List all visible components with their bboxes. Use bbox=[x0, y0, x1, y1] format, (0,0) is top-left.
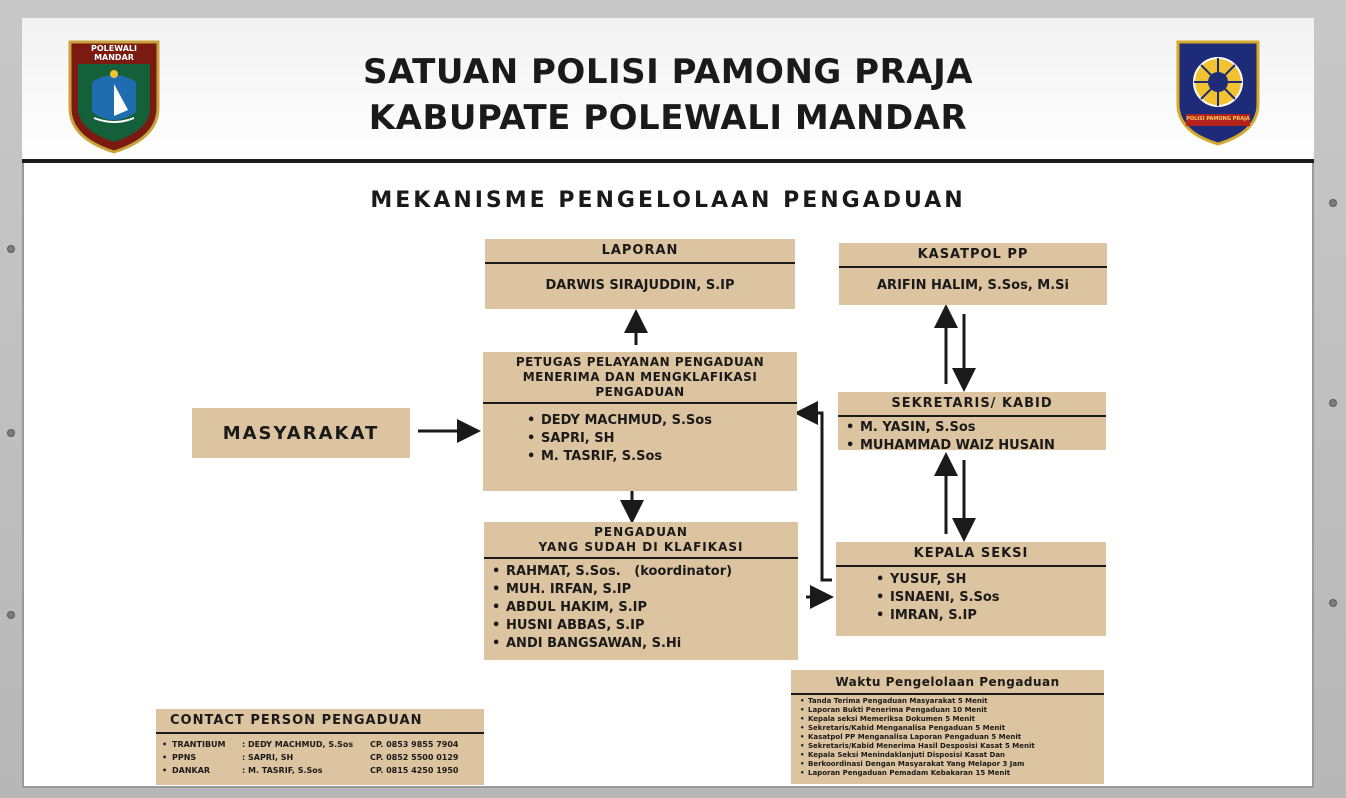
list-item: • M. YASIN, S.Sos bbox=[842, 419, 1106, 437]
contact-name: : SAPRI, SH bbox=[242, 753, 294, 762]
box-petugas bbox=[483, 352, 797, 491]
box-sekretaris-list bbox=[838, 417, 1106, 455]
list-item: • Tanda Terima Pengaduan Masyarakat 5 Menit bbox=[799, 697, 1104, 706]
box-laporan bbox=[485, 239, 795, 309]
list-item: • Kepala seksi Memeriksa Dokumen 5 Menit bbox=[799, 715, 1104, 724]
box-laporan-body: DARWIS SIRAJUDDIN, S.IP bbox=[545, 278, 735, 293]
contact-role: PPNS bbox=[172, 753, 197, 762]
bullet-dot: • bbox=[162, 766, 168, 775]
box-waktu-pengelolaan bbox=[791, 670, 1104, 784]
list-item: • M. TASRIF, S.Sos bbox=[523, 448, 797, 466]
screw bbox=[8, 612, 14, 618]
contact-phone: CP. 0815 4250 1950 bbox=[370, 766, 459, 775]
list-item: • MUHAMMAD WAIZ HUSAIN bbox=[842, 437, 1106, 455]
box-sekretaris bbox=[838, 392, 1106, 453]
box-petugas-title-line3: PENGADUAN bbox=[595, 385, 685, 399]
contact-role: DANKAR bbox=[172, 766, 211, 775]
header-divider bbox=[22, 159, 1314, 163]
box-waktu-title: Waktu Pengelolaan Pengaduan bbox=[791, 670, 1104, 695]
list-item: • Sekretaris/Kabid Menganalisa Pengaduan 5 Menit bbox=[799, 724, 1104, 733]
box-klasifikasi-list bbox=[484, 559, 798, 653]
list-item: • ANDI BANGSAWAN, S.Hi bbox=[488, 635, 798, 653]
screw bbox=[8, 430, 14, 436]
box-masyarakat bbox=[192, 408, 410, 458]
box-klasifikasi-title-line1: PENGADUAN bbox=[594, 525, 688, 539]
list-item: • Kasatpol PP Menganalisa Laporan Pengaduan 5 Menit bbox=[799, 733, 1104, 742]
main-title-line2: KABUPATE POLEWALI MANDAR bbox=[368, 98, 968, 138]
list-item: • IMRAN, S.IP bbox=[872, 607, 1106, 625]
list-item: • ISNAENI, S.Sos bbox=[872, 589, 1106, 607]
bullet-dot: • bbox=[162, 740, 168, 749]
list-item: • MUH. IRFAN, S.IP bbox=[488, 581, 798, 599]
box-petugas-list bbox=[483, 404, 797, 466]
contact-name: : M. TASRIF, S.Sos bbox=[242, 766, 323, 775]
screw bbox=[8, 246, 14, 252]
box-kasatpol-title: KASATPOL PP bbox=[839, 243, 1107, 268]
list-item: • HUSNI ABBAS, S.IP bbox=[488, 617, 798, 635]
screw bbox=[1330, 600, 1336, 606]
diagram-title: MEKANISME PENGELOLAAN PENGADUAN bbox=[370, 188, 966, 213]
box-contact-person bbox=[156, 709, 484, 785]
contact-row bbox=[156, 751, 484, 764]
box-sekretaris-title: SEKRETARIS/ KABID bbox=[838, 392, 1106, 417]
list-item: • Kepala Seksi Menindaklanjuti Disposisi Kasat Dan bbox=[799, 751, 1104, 760]
box-kepala-title: KEPALA SEKSI bbox=[836, 542, 1106, 567]
box-kepala-list bbox=[836, 567, 1106, 625]
list-item: • DEDY MACHMUD, S.Sos bbox=[523, 412, 797, 430]
box-kasatpol bbox=[839, 243, 1107, 305]
poster-header bbox=[22, 18, 1314, 160]
screw bbox=[1330, 400, 1336, 406]
list-item: • Laporan Bukti Penerima Pengaduan 10 Menit bbox=[799, 706, 1104, 715]
box-petugas-title-line1: PETUGAS PELAYANAN PENGADUAN bbox=[515, 355, 765, 369]
bullet-dot: • bbox=[162, 753, 168, 762]
list-item: • ABDUL HAKIM, S.IP bbox=[488, 599, 798, 617]
list-item: • YUSUF, SH bbox=[872, 571, 1106, 589]
arrow-kepala-to-petugas bbox=[806, 413, 832, 580]
box-contact-title: CONTACT PERSON PENGADUAN bbox=[156, 709, 484, 734]
emblem-label: POLEWALI MANDAR bbox=[91, 44, 137, 62]
contact-phone: CP. 0852 5500 0129 bbox=[370, 753, 459, 762]
box-klasifikasi-title-line2: YANG SUDAH DI KLAFIKASI bbox=[538, 540, 744, 554]
box-klasifikasi-title bbox=[484, 522, 798, 559]
box-petugas-title bbox=[483, 352, 797, 404]
box-petugas-title-line2: MENERIMA DAN MENGKLAFIKASI bbox=[522, 370, 758, 384]
contact-name: : DEDY MACHMUD, S.Sos bbox=[242, 740, 354, 749]
list-item: • SAPRI, SH bbox=[523, 430, 797, 448]
list-item: • Sekretaris/Kabid Menerima Hasil Desposisi Kasat 5 Menit bbox=[799, 742, 1104, 751]
list-item: • Laporan Pengaduan Pemadam Kebakaran 15 Menit bbox=[799, 769, 1104, 778]
satpol-pp-emblem bbox=[1174, 36, 1262, 146]
list-item: • Berkoordinasi Dengan Masyarakat Yang Melapor 3 Jam bbox=[799, 760, 1104, 769]
box-waktu-list bbox=[791, 695, 1104, 778]
emblem-label: POLISI PAMONG PRAJA bbox=[1186, 116, 1250, 122]
main-title-line1: SATUAN POLISI PAMONG PRAJA bbox=[362, 52, 974, 92]
box-laporan-title: LAPORAN bbox=[485, 239, 795, 264]
box-masyarakat-label: MASYARAKAT bbox=[222, 422, 380, 444]
box-klasifikasi bbox=[484, 522, 798, 660]
list-item: • RAHMAT, S.Sos. (koordinator) bbox=[488, 563, 798, 581]
contact-row bbox=[156, 738, 484, 751]
contact-row bbox=[156, 764, 484, 777]
box-kepala-seksi bbox=[836, 542, 1106, 636]
poster-frame bbox=[22, 18, 1314, 788]
contact-phone: CP. 0853 9855 7904 bbox=[370, 740, 459, 749]
screw bbox=[1330, 200, 1336, 206]
contact-role: TRANTIBUM bbox=[172, 740, 226, 749]
box-kasatpol-body: ARIFIN HALIM, S.Sos, M.Si bbox=[877, 278, 1069, 293]
